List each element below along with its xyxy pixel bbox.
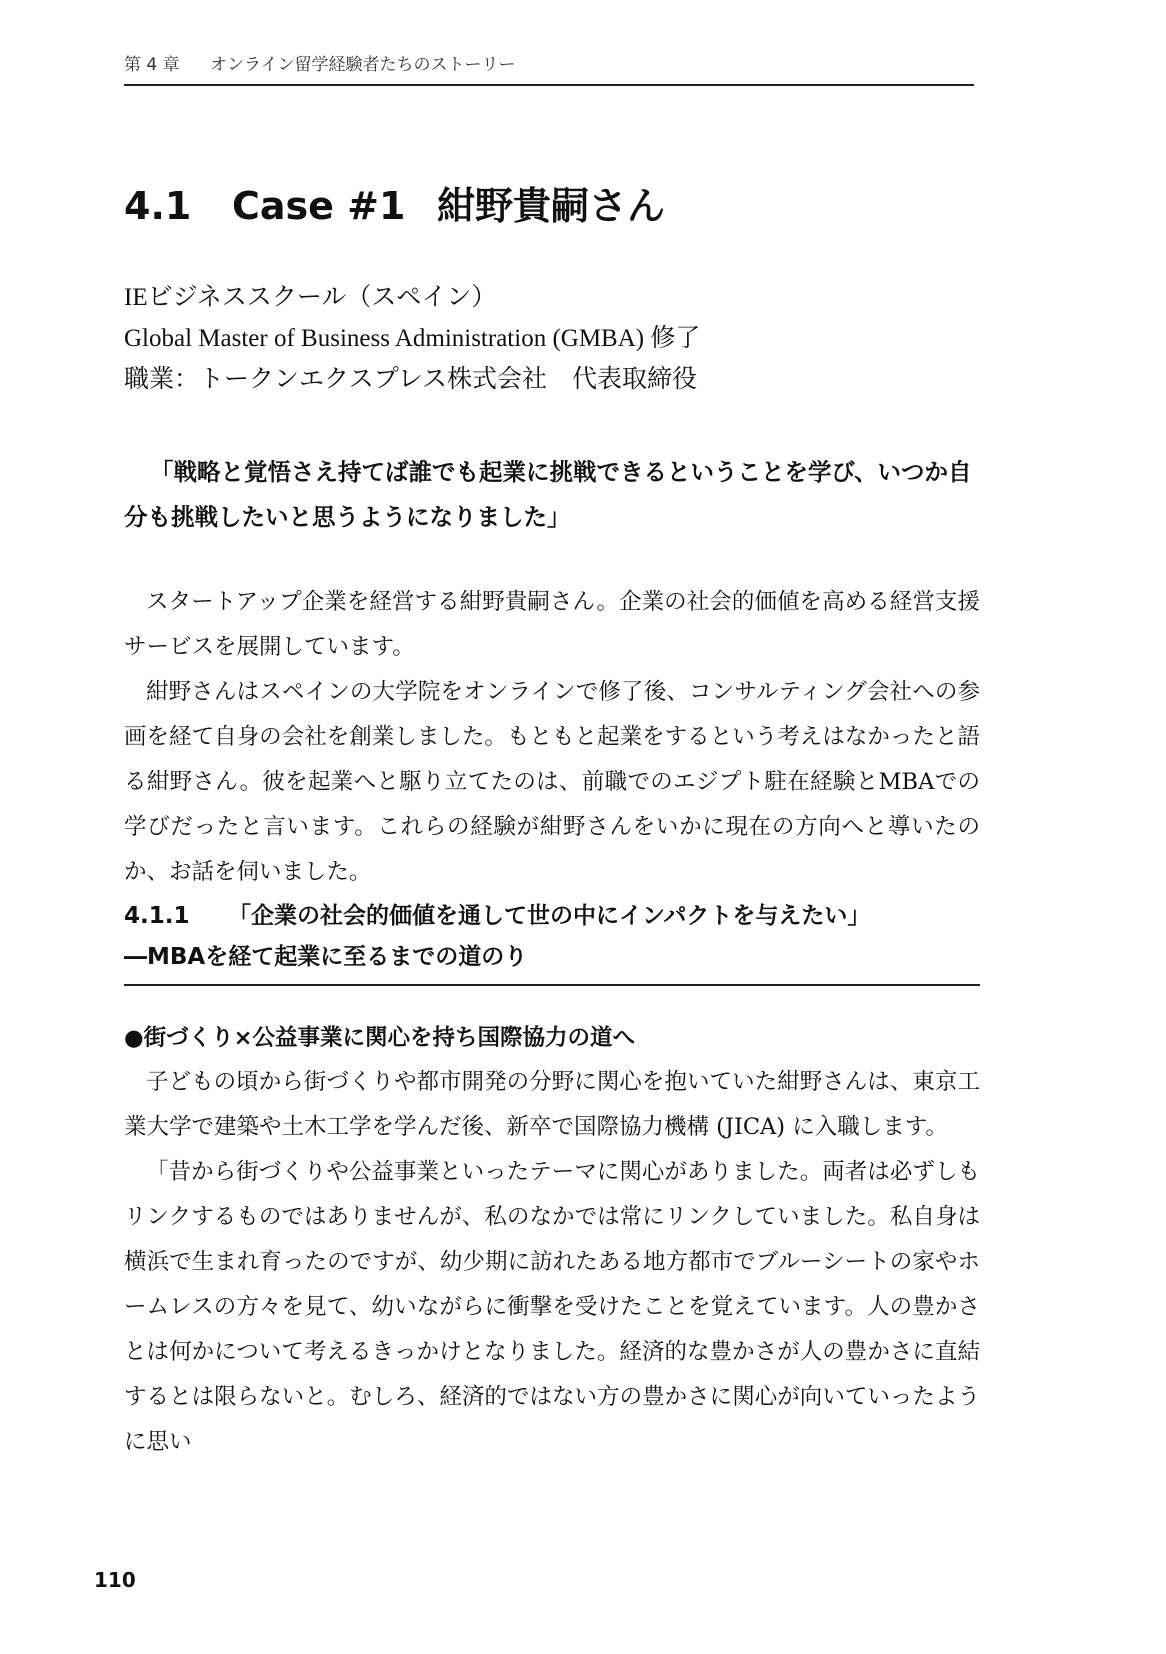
body-paragraph: 子どもの頃から街づくりや都市開発の分野に関心を抱いていた紺野さんは、東京工業大学で建築や土木工学を学んだ後、新卒で国際協力機構 (JICA) に入職します。: [124, 1069, 980, 1140]
intro-paragraph: 紺野さんはスペインの大学院をオンラインで修了後、コンサルティング会社への参画を経て自身の会社を創業しました。もともと起業をするという考えはなかったと語る紺野さん。彼を起業へと駆り立てたのは、前職でのエジプト駐在経験とMBAでの学びだったと言います。これらの経験が紺野さんをいかに現在の方向へと導いたのか、お話を伺いました。: [124, 679, 980, 885]
subsection-title-line: [124, 896, 980, 937]
running-header: [124, 54, 974, 86]
case-label: Case #1: [232, 184, 406, 228]
profile-school: IEビジネススクール（スペイン）: [124, 284, 497, 311]
profile-block: [124, 277, 700, 400]
chapter-label: 第 4 章: [124, 55, 180, 75]
subsection-subtitle: ―MBAを経て起業に至るまでの道のり: [124, 944, 528, 970]
subsection-heading: [124, 896, 980, 986]
bullet-heading: ●街づくり×公益事業に関心を持ち国際協力の道へ: [124, 1025, 635, 1051]
body-paragraph: 「昔から街づくりや公益事業といったテーマに関心がありました。両者は必ずしもリンクするものではありませんが、私のなかでは常にリンクしていました。私自身は横浜で生まれ育ったのですが、幼少期に訪れたある地方都市でブルーシートの家やホームレスの方々を見て、幼いながらに衝撃を受けたことを覚えています。人の豊かさとは何かについて考えるきっかけとなりました。経済的な豊かさが人の豊かさに直結するとは限らないと。むしろ、経済的ではない方の豊かさに関心が向いていったように思い: [124, 1159, 980, 1455]
subsection-title: 「企業の社会的価値を通して世の中にインパクトを与えたい」: [228, 903, 871, 929]
page-number: 110: [94, 1568, 136, 1592]
section-title: [124, 176, 665, 236]
body-text: [124, 1060, 980, 1465]
interviewee-name: 紺野貴嗣さん: [437, 184, 666, 228]
intro-text: [124, 580, 980, 895]
lead-quote-text: 「戦略と覚悟さえ持てば誰でも起業に挑戦できるということを学び、いつか自分も挑戦したいと思うようになりました」: [124, 458, 972, 531]
lead-quote: [124, 450, 980, 540]
profile-degree: Global Master of Business Administration (GMBA) 修了: [124, 325, 701, 352]
intro-paragraph: スタートアップ企業を経営する紺野貴嗣さん。企業の社会的価値を高める経営支援サービスを展開しています。: [124, 589, 980, 660]
chapter-title: オンライン留学経験者たちのストーリー: [210, 55, 516, 75]
section-number: 4.1: [124, 184, 192, 228]
profile-occupation: 職業：トークンエクスプレス株式会社 代表取締役: [124, 366, 698, 393]
subsection-number: 4.1.1: [124, 903, 190, 929]
